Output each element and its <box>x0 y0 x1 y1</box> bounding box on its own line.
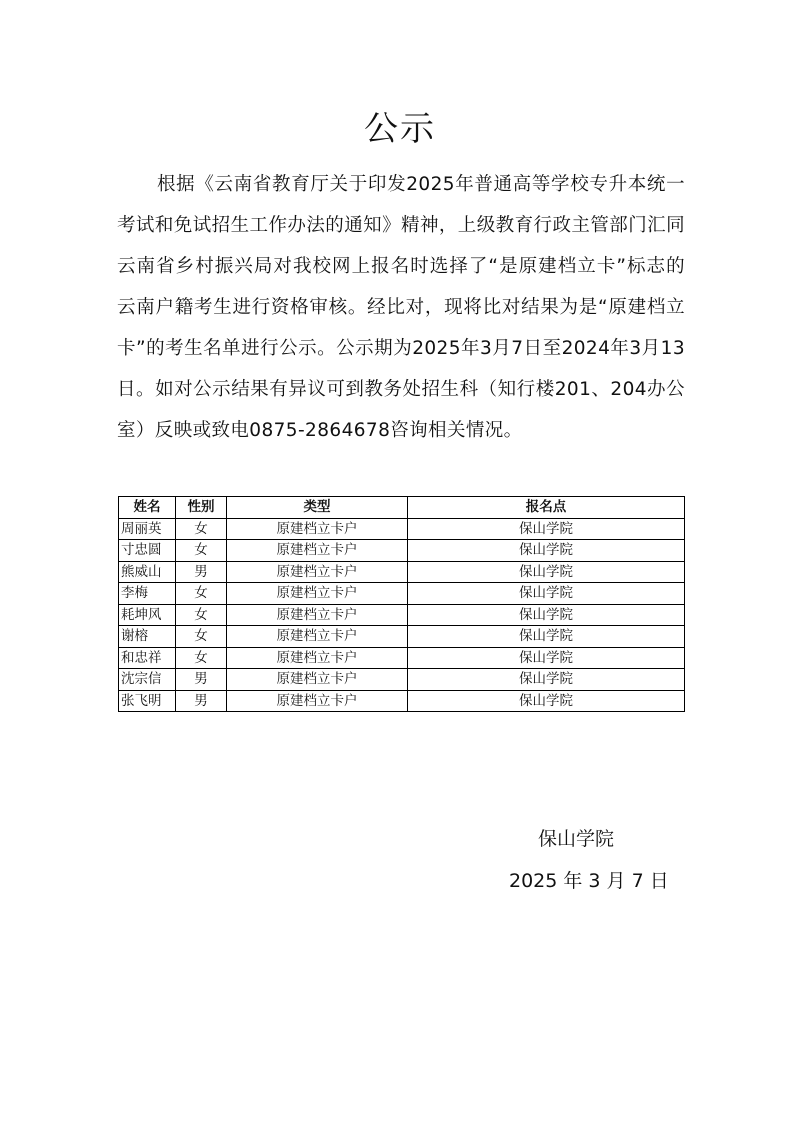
cell-type: 原建档立卡户 <box>227 540 408 562</box>
cell-gender: 女 <box>176 604 227 626</box>
cell-gender: 女 <box>176 647 227 669</box>
cell-site: 保山学院 <box>408 626 685 648</box>
cell-gender: 女 <box>176 583 227 605</box>
table-row <box>119 583 685 605</box>
cell-gender: 女 <box>176 626 227 648</box>
cell-site: 保山学院 <box>408 561 685 583</box>
cell-site: 保山学院 <box>408 540 685 562</box>
cell-name: 和忠祥 <box>119 647 176 669</box>
cell-type: 原建档立卡户 <box>227 518 408 540</box>
cell-type: 原建档立卡户 <box>227 690 408 712</box>
cell-site: 保山学院 <box>408 604 685 626</box>
cell-type: 原建档立卡户 <box>227 561 408 583</box>
cell-name: 耗坤风 <box>119 604 176 626</box>
header-gender: 性别 <box>176 497 227 519</box>
cell-gender: 男 <box>176 690 227 712</box>
cell-name: 沈宗信 <box>119 669 176 691</box>
table-row <box>119 626 685 648</box>
cell-type: 原建档立卡户 <box>227 647 408 669</box>
page-title: 公示 <box>364 109 436 149</box>
cell-name: 寸忠圆 <box>119 540 176 562</box>
cell-type: 原建档立卡户 <box>227 626 408 648</box>
table-header-row <box>119 497 685 519</box>
notice-body: 根据《云南省教育厅关于印发2025年普通高等学校专升本统一考试和免试招生工作办法的通知》精神，上级教育行政主管部门汇同云南省乡村振兴局对我校网上报名时选择了“是原建档立卡”标志的云南户籍考生进行资格审核。经比对，现将比对结果为是“原建档立卡”的考生名单进行公示。公示期为2025年3月7日至2024年3月13日。如对公示结果有异议可到教务处招生科（知行楼201、204办公室）反映或致电0875-2864678咨询相关情况。 <box>117 174 685 441</box>
table-row <box>119 561 685 583</box>
cell-gender: 男 <box>176 669 227 691</box>
signature-date: 2025 年 3 月 7 日 <box>509 870 669 892</box>
header-type: 类型 <box>227 497 408 519</box>
cell-site: 保山学院 <box>408 647 685 669</box>
header-name: 姓名 <box>119 497 176 519</box>
table-row <box>119 604 685 626</box>
header-site: 报名点 <box>408 497 685 519</box>
cell-name: 周丽英 <box>119 518 176 540</box>
cell-name: 熊威山 <box>119 561 176 583</box>
table-row <box>119 690 685 712</box>
table-row <box>119 518 685 540</box>
cell-type: 原建档立卡户 <box>227 604 408 626</box>
cell-gender: 女 <box>176 540 227 562</box>
cell-type: 原建档立卡户 <box>227 669 408 691</box>
cell-gender: 女 <box>176 518 227 540</box>
cell-name: 李梅 <box>119 583 176 605</box>
cell-site: 保山学院 <box>408 518 685 540</box>
cell-name: 张飞明 <box>119 690 176 712</box>
cell-site: 保山学院 <box>408 583 685 605</box>
cell-name: 谢榕 <box>119 626 176 648</box>
table-row <box>119 540 685 562</box>
table-row <box>119 669 685 691</box>
cell-type: 原建档立卡户 <box>227 583 408 605</box>
candidate-table <box>118 496 685 712</box>
cell-site: 保山学院 <box>408 690 685 712</box>
cell-site: 保山学院 <box>408 669 685 691</box>
signature-org: 保山学院 <box>538 828 615 850</box>
table-row <box>119 647 685 669</box>
cell-gender: 男 <box>176 561 227 583</box>
